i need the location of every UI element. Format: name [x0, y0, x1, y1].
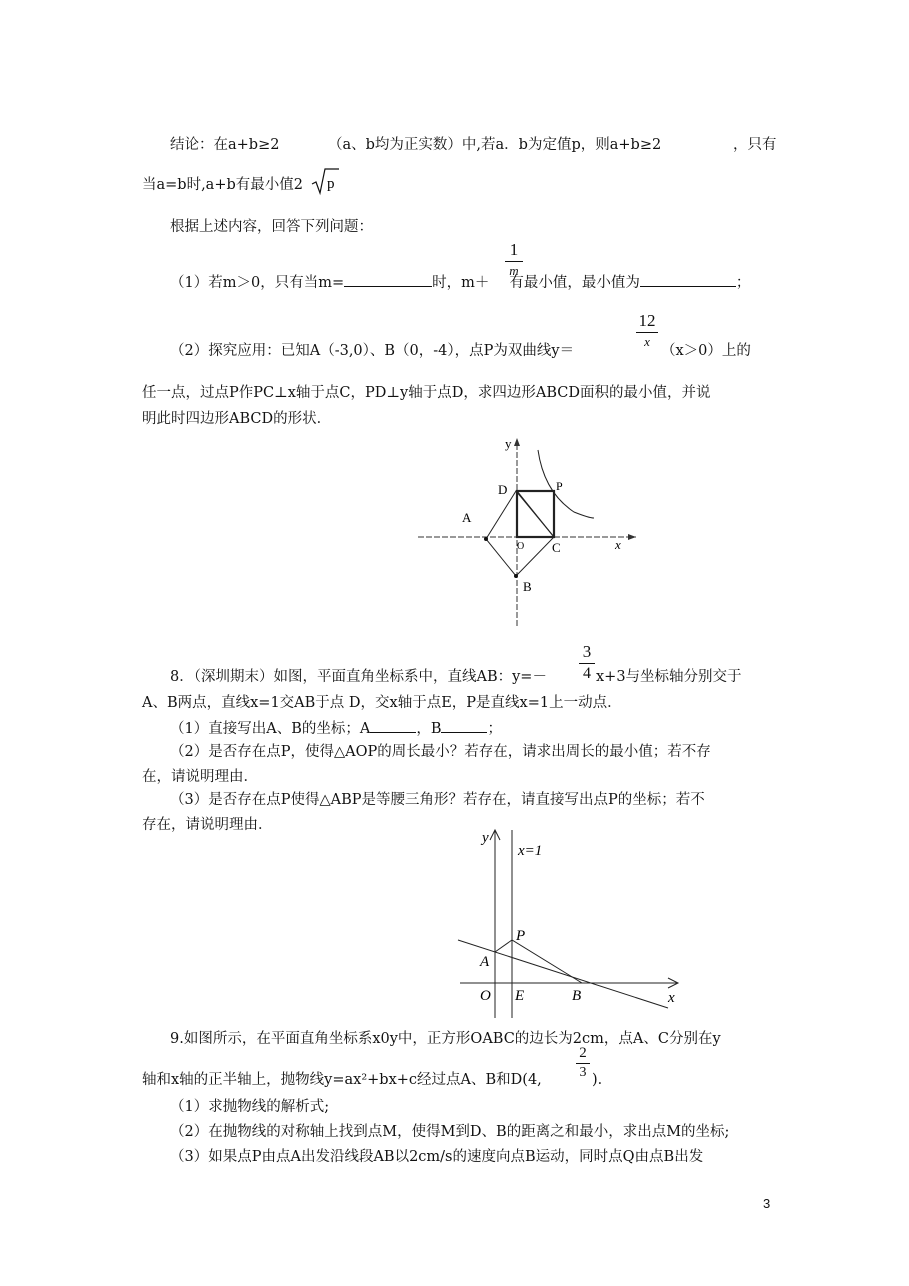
- q7-2-line2: 任一点，过点P作PC⊥x轴于点C，PD⊥y轴于点D，求四边形ABCD面积的最小值，并说: [142, 385, 711, 401]
- x-axis-label: x: [668, 990, 675, 1006]
- q9-sub1: （1）求抛物线的解析式;: [170, 1099, 330, 1115]
- q9-line1: 9.如图所示，在平面直角坐标系x0y中，正方形OABC的边长为2cm，点A、C分别在y: [170, 1031, 721, 1047]
- q8-sub1-prefix: （1）直接写出A、B的坐标；A: [170, 721, 371, 737]
- y-axis-label: y: [482, 830, 489, 846]
- q7-1-prefix: （1）若m＞0，只有当m=: [170, 275, 345, 291]
- frac-den: m: [509, 263, 519, 278]
- conclusion-text-3: ，只有: [733, 137, 777, 153]
- q9-line2: [142, 1071, 542, 1089]
- q8-line1-suffix: x+3与坐标轴分别交于: [596, 669, 742, 685]
- conclusion-text-2: （a、b均为正实数）中,若a．b为定值p，则a+b≥2: [328, 137, 662, 153]
- point-a-label: A: [480, 954, 490, 970]
- q7-1-mid2: 有最小值，最小值为: [509, 275, 640, 291]
- fraction-2-over-3: [576, 1045, 590, 1081]
- q9-sub2: （2）在抛物线的对称轴上找到点M，使得M到D、B的距离之和最小，求出点M的坐标;: [170, 1124, 730, 1140]
- fraction-12-over-x: [636, 311, 658, 350]
- q8-prefix: 8．（深圳期末）如图，平面直角坐标系中，直线AB：y=－: [170, 669, 547, 685]
- q8-sub1-mid: ，B: [416, 721, 442, 737]
- point-a-label: A: [462, 510, 472, 525]
- q8-sub3-line1: （3）是否存在点P使得△ABP是等腰三角形？若存在，请直接写出点P的坐标；若不: [170, 792, 705, 808]
- frac-num: 1: [509, 240, 519, 259]
- q7-1-suffix: ；: [735, 275, 751, 291]
- conclusion-text-1: 结论：在a+b≥2: [170, 137, 280, 153]
- line-x1-label: x=1: [518, 843, 543, 859]
- frac-den: 4: [583, 665, 591, 682]
- q8-sub1-suffix: ；: [487, 721, 502, 737]
- q8-sub2-line2: 在，请说明理由．: [142, 769, 258, 785]
- conclusion-line2: [142, 176, 303, 194]
- point-b-label: B: [572, 988, 582, 1004]
- point-b-label: B: [523, 579, 532, 594]
- q8-sub2-line1: （2）是否存在点P，使得△AOP的周长最小？若存在，请求出周长的最小值；若不存: [170, 744, 711, 760]
- q9-line2-suffix: )．: [592, 1072, 613, 1088]
- point-d-label: D: [498, 482, 508, 497]
- q9-line2-prefix: 轴和x轴的正半轴上，抛物线y=ax²+bx+c经过点A、B和D(4,: [142, 1072, 542, 1088]
- frac-den: 3: [579, 1065, 587, 1080]
- q7-2-line3: 明此时四边形ABCD的形状．: [142, 411, 332, 427]
- frac-den: x: [644, 334, 650, 349]
- answer-blank-a[interactable]: [370, 719, 416, 733]
- fraction-1-over-m: [505, 240, 523, 279]
- answer-blank-m[interactable]: [344, 273, 432, 287]
- origin-label: O: [480, 988, 491, 1004]
- q8-sub1: [170, 719, 502, 738]
- frac-num: 12: [638, 311, 656, 330]
- sqrt-sign: [310, 166, 340, 196]
- point-p-label: P: [556, 479, 563, 493]
- instruction: 根据上述内容，回答下列问题：: [170, 219, 373, 235]
- q9-sub3: （3）如果点P由点A出发沿线段AB以2cm/s的速度向点B运动，同时点Q由点B出发: [170, 1149, 704, 1165]
- point-p-label: P: [516, 928, 526, 944]
- q7-1-line: [170, 273, 750, 292]
- figure-line-ab: [454, 826, 686, 1036]
- conclusion-line1c: [733, 136, 777, 154]
- answer-blank-b[interactable]: [441, 719, 487, 733]
- point-c-label: C: [552, 540, 561, 555]
- conclusion-line1: [170, 136, 279, 154]
- frac-num: 3: [582, 642, 592, 661]
- q7-2-line1: [170, 342, 574, 360]
- q7-2-line1-suffix: （x＞0）上的: [661, 343, 751, 359]
- q8-sub3-line2: 存在，请说明理由．: [142, 817, 273, 833]
- q8-line1: [170, 668, 547, 686]
- q7-2-prefix: （2）探究应用：已知A（-3,0）、B（0，-4），点P为双曲线y＝: [170, 343, 575, 359]
- answer-blank-min[interactable]: [640, 273, 736, 287]
- y-axis-label: y: [505, 436, 512, 451]
- conclusion-line1b: [328, 136, 661, 154]
- x-axis-label: x: [615, 537, 621, 552]
- frac-num: 2: [579, 1045, 587, 1061]
- origin-label: O: [517, 541, 525, 552]
- point-e-label: E: [515, 988, 525, 1004]
- fraction-3-over-4: [579, 642, 595, 683]
- page-number: 3: [763, 1196, 771, 1211]
- conclusion-text-4: 当a=b时,a+b有最小值2: [142, 177, 303, 193]
- q8-line2: A、B两点，直线x=1交AB于点 D，交x轴于点E，P是直线x=1上一动点．: [142, 695, 622, 711]
- sqrt-arg: p: [327, 176, 335, 192]
- q7-1-mid1: 时，m＋: [432, 275, 490, 291]
- figure-quadrilateral-hyperbola: [414, 434, 644, 630]
